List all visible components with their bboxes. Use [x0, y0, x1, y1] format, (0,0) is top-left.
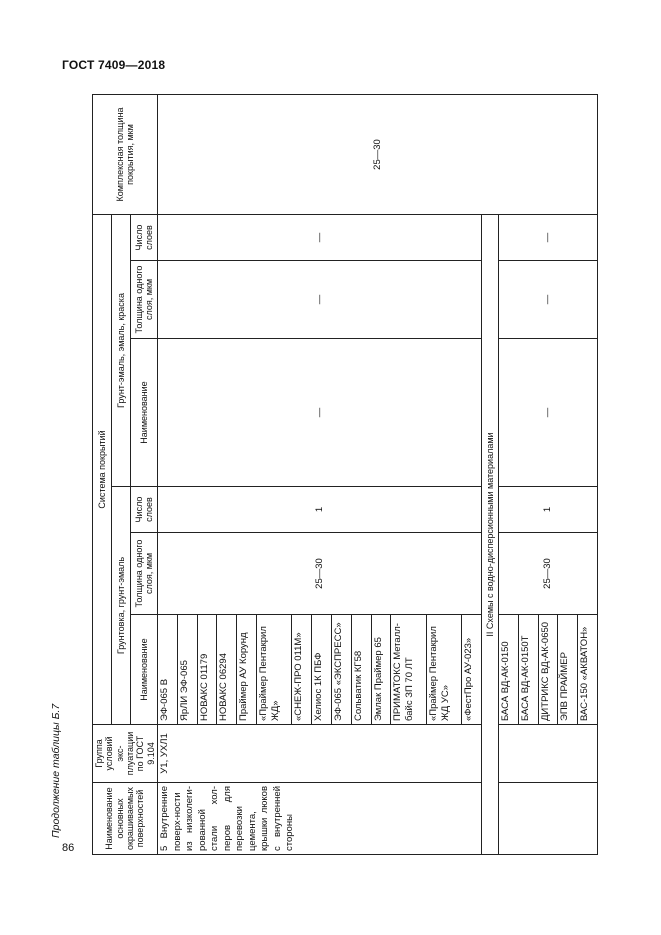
col-header-enamel-name: Наименование	[130, 339, 157, 487]
total-thickness-cell: 25—30	[158, 95, 598, 215]
col-header-primer-name: Наименование	[130, 615, 157, 725]
primer-name: «Праймер Пентакрил ЖД УС»	[426, 615, 462, 725]
col-header-enamel: Грунт-эмаль, эмаль, краска	[111, 215, 130, 487]
primer-name: НОВАКС 01179	[197, 615, 217, 725]
page-number: 86	[62, 842, 75, 854]
primer-name: «СНЕЖ-ПРО 011М»	[292, 615, 312, 725]
col-header-system: Система покрытий	[93, 215, 112, 725]
primer-name: ЭФ-065 В	[158, 615, 178, 725]
row5-primer-layers: 1	[158, 487, 482, 533]
row5-enamel-thickness: —	[158, 261, 482, 339]
row5-surface-cell: 5 Внутренние поверх-ности из низколеги-рованной стали хол-перов для перевозки цемента, крышки люков с внутренней стороны	[158, 783, 482, 855]
rotated-table-wrapper	[92, 95, 598, 855]
primer-name: «Праймер Пентакрил ЖД»	[256, 615, 292, 725]
col-header-surface: Наименование основных окрашиваемых поверхностей	[93, 783, 158, 855]
primer-name: НОВАКС 06294	[217, 615, 237, 725]
primer-name: Сольватик КГ58	[351, 615, 371, 725]
primer-name: ДИТРИКС ВД-АК-0650	[538, 615, 558, 725]
primer-name: ЯрЛИ ЭФ-065	[177, 615, 197, 725]
col-header-primer: Грунтовка, грунт-эмаль	[111, 487, 130, 725]
section-2-title: II Схемы с водно-дисперсионными материалами	[482, 215, 499, 855]
section2-enamel-thickness: —	[499, 261, 598, 339]
primer-name: ЭПВ ПРАЙМЕР	[558, 615, 578, 725]
standard-header: ГОСТ 7409—2018	[62, 58, 166, 72]
primer-name: Праймер АУ Корунд	[237, 615, 257, 725]
coating-systems-table	[92, 94, 598, 855]
primer-name: ПРИМАТОКС Металл-байс ЗП 70 ЛТ	[391, 615, 427, 725]
section2-primer-thickness: 25—30	[499, 533, 598, 615]
primer-name: Эмлак Праймер 65	[371, 615, 391, 725]
section2-primer-layers: 1	[499, 487, 598, 533]
primer-name: «ФестПро АУ-023»	[462, 615, 482, 725]
col-header-total: Комплексная толщина покрытия, мкм	[93, 95, 158, 215]
section2-enamel-name: —	[499, 339, 598, 487]
row5-enamel-name: —	[158, 339, 482, 487]
col-header-enamel-thickness: Толщина одного слоя, мкм	[130, 261, 157, 339]
row5-primer-thickness: 25—30	[158, 533, 482, 615]
col-header-group: Группа условий экс-плуатации по ГОСТ 9.104	[93, 725, 158, 783]
primer-name: БАСА ВД-АК-0150Т	[518, 615, 538, 725]
primer-name: Хелиос 1К ПБФ	[312, 615, 332, 725]
col-header-enamel-layers: Число слоев	[130, 215, 157, 261]
primer-name: ЭФ-065 «ЭКСПРЕСС»	[331, 615, 351, 725]
section2-group-cell	[499, 725, 598, 783]
primer-name: БАСА ВД-АК-0150	[499, 615, 519, 725]
primer-name: ВАС-150 «АКВАТОН»	[578, 615, 598, 725]
table-continuation-caption: Продолжение таблицы Б.7	[50, 703, 62, 838]
section2-surface-cell	[499, 783, 598, 855]
section2-enamel-layers: —	[499, 215, 598, 261]
col-header-primer-layers: Число слоев	[130, 487, 157, 533]
row5-group-cell: У1, УХЛ1	[158, 725, 482, 783]
col-header-primer-thickness: Толщина одного слоя, мкм	[130, 533, 157, 615]
row5-enamel-layers: —	[158, 215, 482, 261]
